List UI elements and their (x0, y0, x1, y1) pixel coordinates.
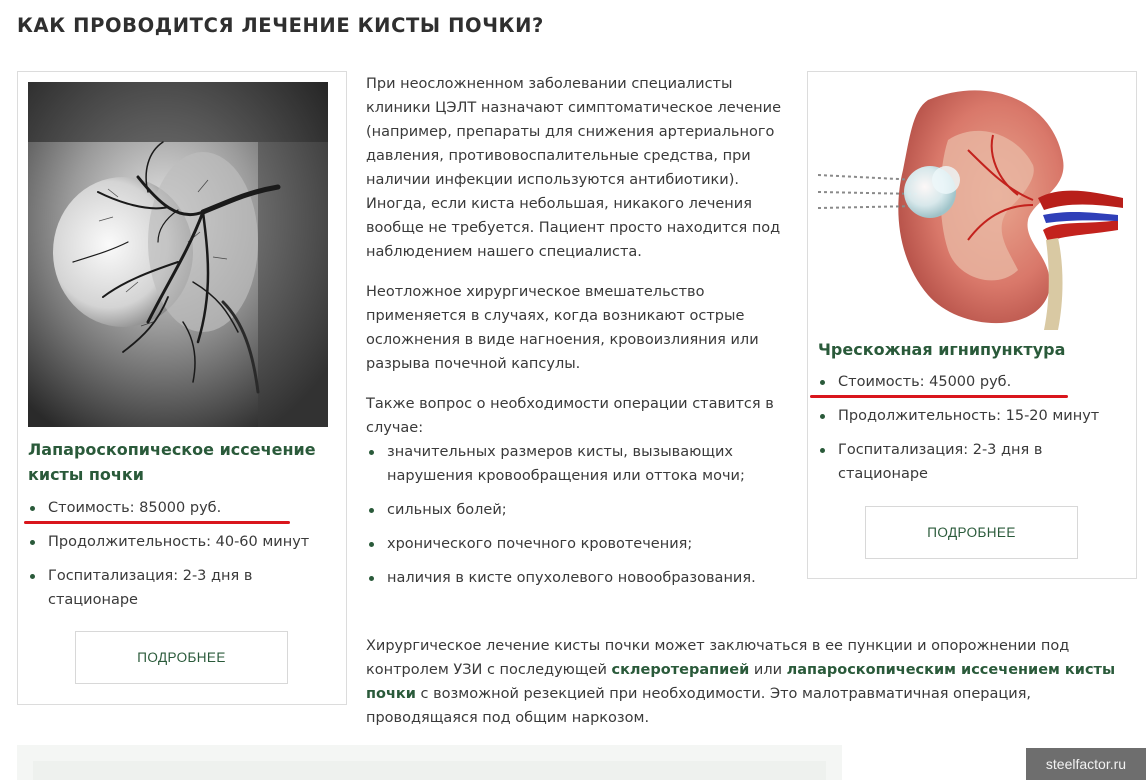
main-article-text (366, 72, 786, 604)
paragraph: При неосложненном заболевании специалисты клиники ЦЭЛТ назначают симптоматическое лечение (например, препараты для снижения артериального давления, противовоспалительные средства, при наличии инфекции используются антибиотики). Иногда, если киста небольшая, никакого лечения вообще не требуется. Пациент просто находится под наблюдением нашего специалиста. (366, 76, 781, 260)
text-span: или (749, 662, 787, 678)
text-span: с возможной резекцией при необходимости. Это малотравматичная операция, проводящаяся под общим наркозом. (366, 686, 1032, 726)
price-item: Стоимость: 85000 руб. (28, 496, 338, 520)
sclerotherapy-link[interactable]: склеротерапией (611, 662, 750, 678)
bottom-panel-inner (33, 761, 826, 780)
kidney-illustration (818, 80, 1128, 330)
card-title: Лапароскопическое иссечение кисты почки (28, 440, 316, 484)
hospitalization-item: Госпитализация: 2-3 дня в стационаре (28, 564, 338, 612)
more-button[interactable]: ПОДРОБНЕЕ (75, 631, 288, 684)
watermark: steelfactor.ru (1026, 748, 1146, 780)
page-title: КАК ПРОВОДИТСЯ ЛЕЧЕНИЕ КИСТЫ ПОЧКИ? (17, 14, 544, 37)
surgery-paragraph (366, 634, 1126, 730)
price-item: Стоимость: 45000 руб. (818, 370, 1128, 394)
treatment-card-laparoscopy (17, 71, 347, 705)
paragraph: Также вопрос о необходимости операции ставится в случае: (366, 396, 774, 436)
list-item: хронического почечного кровотечения; (366, 532, 786, 556)
card-details-list (818, 370, 1128, 496)
treatment-card-ignipuncture (807, 71, 1137, 579)
list-item: значительных размеров кисты, вызывающих нарушения кровообращения или оттока мочи; (366, 440, 786, 488)
duration-item: Продолжительность: 15-20 минут (818, 404, 1128, 428)
hospitalization-item: Госпитализация: 2-3 дня в стационаре (818, 438, 1128, 486)
duration-item: Продолжительность: 40-60 минут (28, 530, 338, 554)
indications-list (366, 440, 786, 590)
list-item: наличия в кисте опухолевого новообразования. (366, 566, 786, 590)
bottom-panel (17, 745, 842, 780)
paragraph: Неотложное хирургическое вмешательство применяется в случаях, когда возникают острые осложнения в виде нагноения, кровоизлияния или разрыва почечной капсулы. (366, 284, 759, 372)
text-span: Хирургическое лечение кисты почки может заключаться в ее пункции и опорожнении под контролем УЗИ с последующей (366, 638, 1070, 678)
card-title: Чрескожная игнипунктура (818, 340, 1066, 359)
xray-image (28, 82, 328, 427)
more-button[interactable]: ПОДРОБНЕЕ (865, 506, 1078, 559)
list-item: сильных болей; (366, 498, 786, 522)
card-details-list (28, 496, 338, 622)
laparoscopic-excision-link[interactable]: лапароскопическим иссечением кисты почки (366, 662, 1116, 702)
